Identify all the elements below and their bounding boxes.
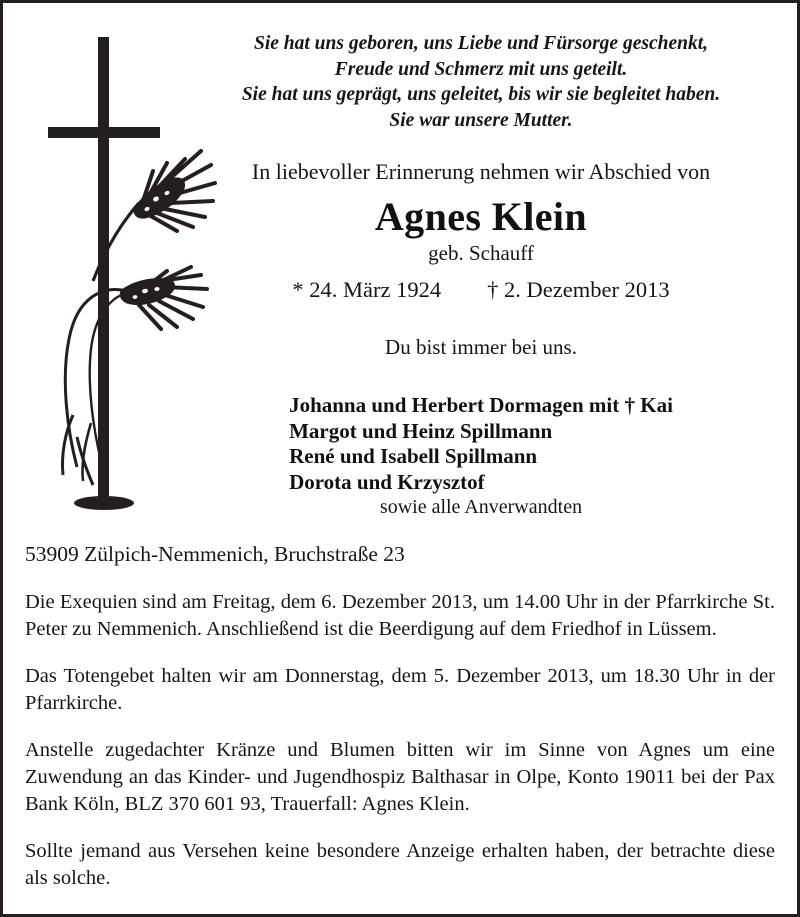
memorial-motto: Du bist immer bei uns. xyxy=(385,335,577,359)
survivor-line: Johanna und Herbert Dormagen mit † Kai xyxy=(289,393,673,417)
upper-text-block xyxy=(183,31,779,520)
verse-line-2: Freude und Schmerz mit uns geteilt. xyxy=(334,58,628,80)
lower-text-block xyxy=(25,541,775,892)
memorial-verse xyxy=(183,31,779,133)
verse-line-1: Sie hat uns geboren, uns Liebe und Fürsorge geschenkt, xyxy=(254,33,708,54)
birth-date: * 24. März 1924 xyxy=(292,277,442,302)
deceased-name: Agnes Klein xyxy=(374,194,588,239)
verse-line-4: Sie war unsere Mutter. xyxy=(389,109,573,131)
survivor-line: René und Isabell Spillmann xyxy=(289,444,538,468)
funeral-paragraph: Die Exequien sind am Freitag, dem 6. Dezember 2013, um 14.00 Uhr in der Pfarrkirche St. Peter zu Nemmenich. Anschließend ist die Beerdigung auf dem Friedhof in Lüssem. xyxy=(25,591,775,640)
death-date: † 2. Dezember 2013 xyxy=(487,277,670,302)
prayer-paragraph: Das Totengebet halten wir am Donnerstag, dem 5. Dezember 2013, um 18.30 Uhr in der Pfarrkirche. xyxy=(25,665,775,714)
family-address: 53909 Zülpich-Nemmenich, Bruchstraße 23 xyxy=(25,542,405,566)
closing-paragraph: Sollte jemand aus Versehen keine besondere Anzeige erhalten haben, der betrachte diese als solche. xyxy=(25,840,775,889)
verse-line-3: Sie hat uns geprägt, uns geleitet, bis wir sie begleitet haben. xyxy=(241,84,721,105)
life-dates xyxy=(183,276,779,304)
survivor-line: Margot und Heinz Spillmann xyxy=(289,418,553,443)
donation-paragraph: Anstelle zugedachter Kränze und Blumen bitten wir im Sinne von Agnes um eine Zuwendung an das Kinder- und Jugendhospiz Balthasar in Olpe, Konto 19011 bei der Pax Bank Köln, BLZ 370 601 93, Trauerfall: Agnes Klein. xyxy=(25,739,775,815)
farewell-line: In liebevoller Erinnerung nehmen wir Abschied von xyxy=(251,159,711,184)
maiden-name: geb. Schauff xyxy=(428,241,534,265)
relatives-line: sowie alle Anverwandten xyxy=(379,496,583,518)
survivor-line: Dorota und Krzysztof xyxy=(289,469,485,494)
survivors-list xyxy=(289,393,673,520)
